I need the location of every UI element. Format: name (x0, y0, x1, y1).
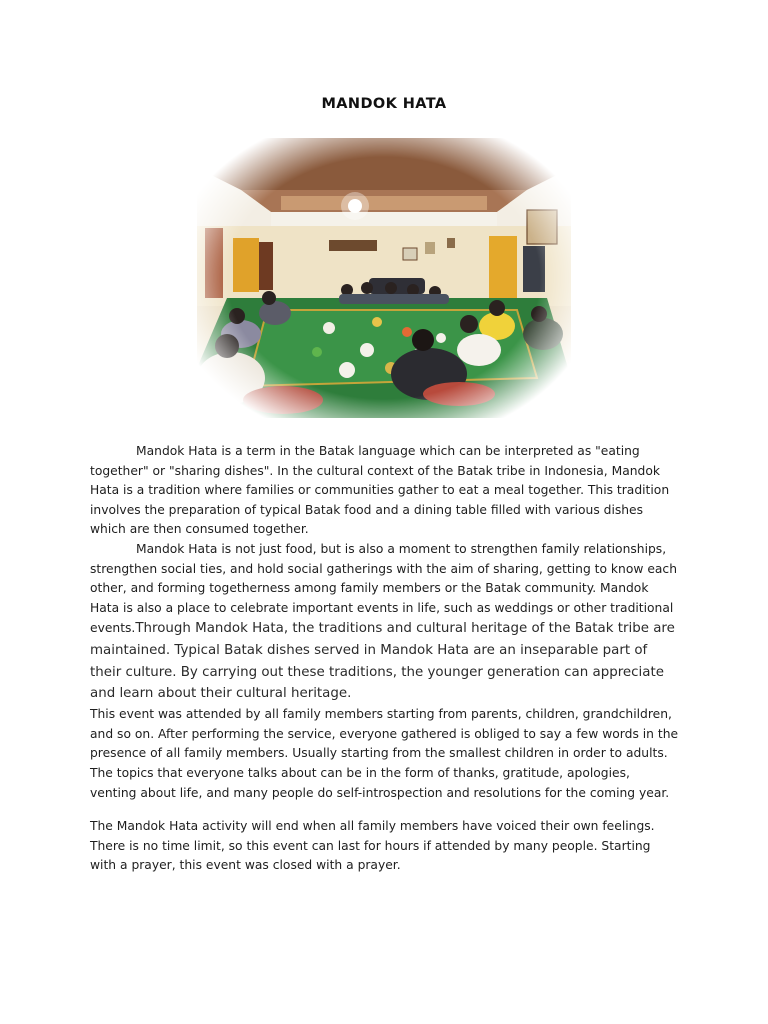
paragraph-meaning (90, 540, 680, 705)
paragraph-meaning-text: Mandok Hata is not just food, but is also a moment to strengthen family relationships, strengthen social ties, and hold social gatherings with the aim of sharing, getting to know each other, and forming togetherness among family members or the Batak community. Mandok Hata is also a place to celebrate important events in life, such as weddings or other traditional events. (90, 541, 677, 636)
article-body (90, 442, 680, 876)
paragraph-heritage-text: Through Mandok Hata, the traditions and cultural heritage of the Batak tribe are maintained. Typical Batak dishes served in Mandok Hata are an inseparable part of their culture. By carrying out these traditions, the younger generation can appreciate and learn about their cultural heritage. (90, 621, 675, 702)
gathering-photo (197, 138, 571, 418)
document-title: MANDOK HATA (321, 96, 447, 112)
paragraph-intro: Mandok Hata is a term in the Batak language which can be interpreted as "eating together" or "sharing dishes". In the cultural context of the Batak tribe in Indonesia, Mandok Hata is a tradition where families or communities gather to eat a meal together. This tradition involves the preparation of typical Batak food and a dining table filled with various dishes which are then consumed together. (90, 444, 670, 537)
paragraph-closing: The Mandok Hata activity will end when all family members have voiced their own feelings. There is no time limit, so this event can last for hours if attended by many people. Starting with a prayer, this event was closed with a prayer. (90, 819, 655, 873)
paragraph-attendance: This event was attended by all family members starting from parents, children, grandchildren, and so on. After performing the service, everyone gathered is obliged to say a few words in the presence of all family members. Usually starting from the smallest children in order to adults. The topics that everyone talks about can be in the form of thanks, gratitude, apologies, venting about life, and many people do self-introspection and resolutions for the coming year. (90, 707, 679, 800)
